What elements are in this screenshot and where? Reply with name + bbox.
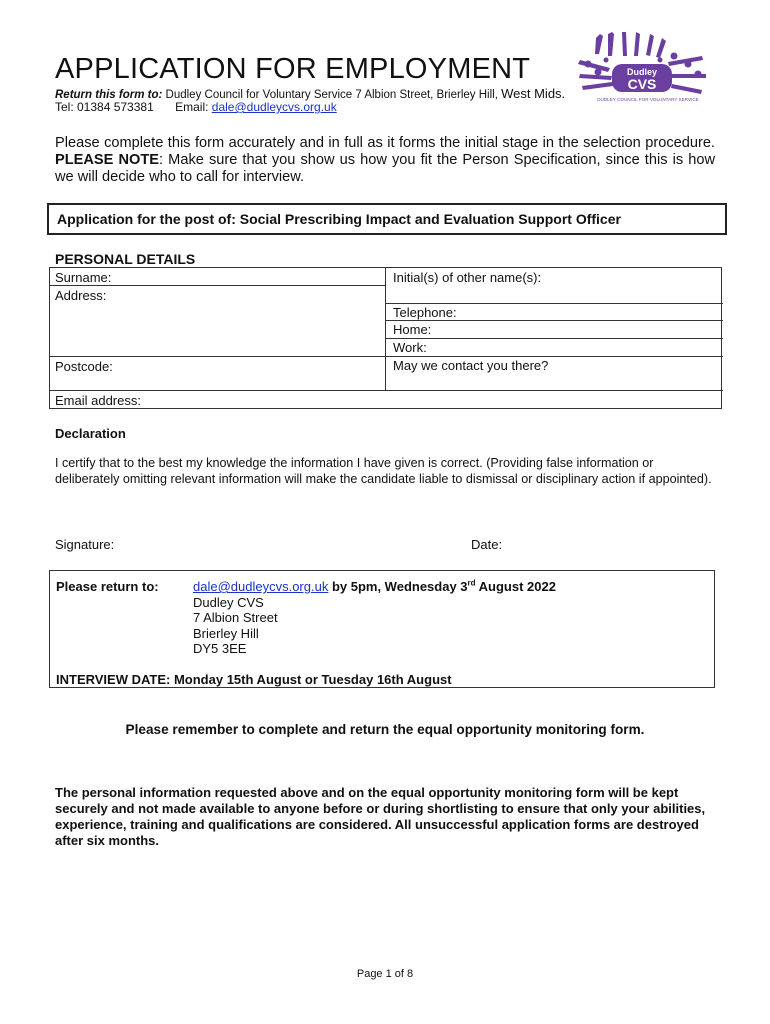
- interview-value: : Monday 15th August or Tuesday 16th August: [166, 672, 452, 687]
- home-phone-field[interactable]: Home:: [393, 322, 432, 337]
- work-phone-field[interactable]: Work:: [393, 340, 427, 355]
- logo-word-main: CVS: [627, 76, 657, 92]
- personal-details-title: PERSONAL DETAILS: [55, 251, 196, 267]
- logo-graphic: [576, 30, 716, 104]
- signature-field[interactable]: Signature:: [55, 537, 115, 552]
- interview-label: INTERVIEW DATE: [56, 672, 167, 687]
- personal-details-table: [49, 267, 722, 409]
- declaration-title: Declaration: [55, 426, 126, 441]
- contact-line: [55, 100, 337, 114]
- return-email-link[interactable]: dale@dudleycvs.org.uk: [193, 579, 329, 594]
- monitoring-form-reminder: Please remember to complete and return the equal opportunity monitoring form.: [125, 722, 645, 737]
- telephone-number: Tel: 01384 573381: [55, 100, 154, 114]
- return-address: Dudley Council for Voluntary Service 7 Albion Street, Brierley Hill,: [165, 89, 498, 101]
- address-line: Brierley Hill: [193, 625, 259, 641]
- initials-field[interactable]: Initial(s) of other name(s):: [393, 270, 542, 285]
- email-link[interactable]: dale@dudleycvs.org.uk: [211, 100, 337, 114]
- return-instructions-box: [49, 570, 715, 688]
- return-address-line: [55, 86, 565, 101]
- contact-permission-field[interactable]: May we contact you there?: [393, 358, 549, 373]
- intro-paragraph: [55, 135, 715, 186]
- interview-date: [56, 672, 452, 687]
- email-address-field[interactable]: Email address:: [55, 393, 141, 408]
- address-line: 7 Albion Street: [193, 610, 278, 625]
- postcode-field[interactable]: Postcode:: [55, 359, 113, 374]
- return-label: Return this form to:: [55, 89, 163, 101]
- return-to-label: Please return to:: [56, 579, 159, 594]
- telephone-label: Telephone:: [393, 305, 457, 320]
- deadline-month: August 2022: [475, 579, 556, 594]
- surname-field[interactable]: Surname:: [55, 270, 112, 285]
- return-details: [193, 579, 556, 657]
- deadline-text: by 5pm, Wednesday 3: [328, 579, 468, 594]
- logo-word-top: Dudley: [626, 67, 658, 77]
- logo-tagline: DUDLEY COUNCIL FOR VOLUNTARY SERVICE: [597, 97, 699, 102]
- declaration-text: I certify that to the best my knowledge the information I have given is correct. (Providing false information or deliberately omitting relevant information will make the candidate liable to dismissal or disciplinary action if appointed).: [55, 456, 712, 486]
- intro-text-1: Please complete this form accurately and in full as it forms the initial stage in the selection procedure.: [55, 135, 715, 151]
- address-field[interactable]: Address:: [55, 288, 107, 303]
- deadline-suffix: rd: [467, 578, 476, 588]
- address-line: DY5 3EE: [193, 641, 247, 656]
- page-title: APPLICATION FOR EMPLOYMENT: [55, 53, 531, 85]
- date-field[interactable]: Date:: [471, 537, 503, 552]
- email-label: Email:: [175, 100, 209, 114]
- privacy-notice: The personal information requested above and on the equal opportunity monitoring form will be kept securely and not made available to anyone before or during shortlisting to ensure that only your abilities, experience, training and qualifications are considered. All unsuccessful application forms are destroyed after six months.: [55, 785, 706, 848]
- post-applied-box: [47, 203, 727, 235]
- dudley-cvs-logo: [576, 30, 716, 104]
- post-label: Application for the post of: Social Prescribing Impact and Evaluation Support Officer: [57, 211, 621, 227]
- intro-note-label: PLEASE NOTE: [55, 152, 160, 168]
- intro-text-2: : Make sure that you show us how you fit the Person Specification, since this is how we will decide who to call for interview.: [55, 152, 716, 185]
- address-line: Dudley CVS: [193, 594, 264, 610]
- return-region: West Mids.: [501, 86, 566, 101]
- page-number: Page 1 of 8: [356, 968, 414, 980]
